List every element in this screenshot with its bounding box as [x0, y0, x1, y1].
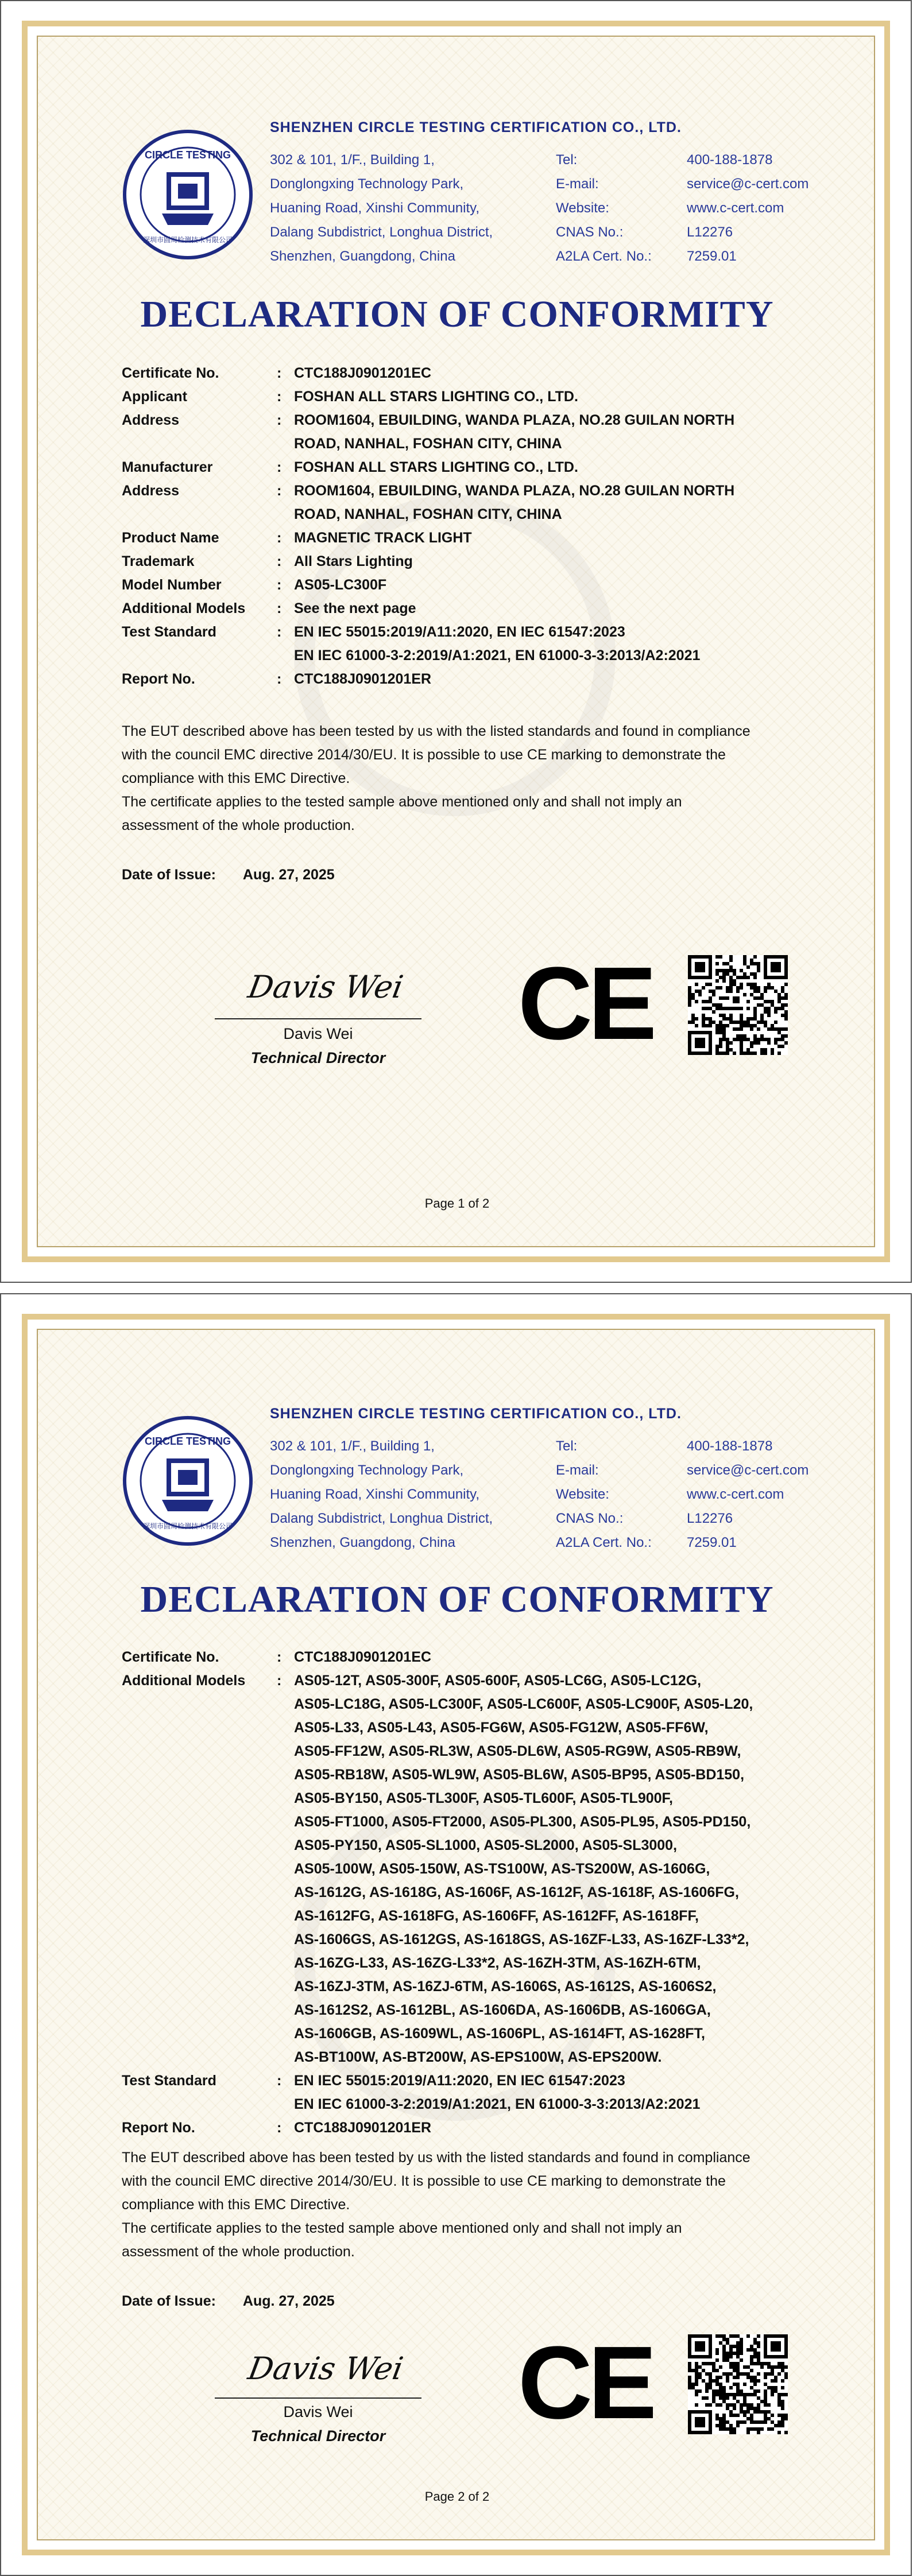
field-value: AS-1612G, AS-1618G, AS-1606F, AS-1612F, AS-1618F, AS-1606FG, [294, 1884, 739, 1900]
date-label: Date of Issue: [122, 2293, 216, 2309]
field-label: Manufacturer [122, 459, 213, 475]
field-label: Applicant [122, 389, 187, 405]
date-of-issue [122, 2293, 335, 2310]
address-line: 302 & 101, 1/F., Building 1, [270, 1438, 435, 1454]
field-label: Test Standard [122, 624, 216, 640]
field-label: Trademark [122, 553, 195, 569]
field-row [122, 1999, 811, 2022]
field-colon [277, 644, 294, 668]
contact-values [687, 148, 808, 269]
page-title: DECLARATION OF CONFORMITY [140, 1578, 774, 1620]
ce-mark-text: CE [518, 2325, 653, 2441]
field-row [122, 409, 811, 432]
signatory-title: Technical Director [250, 2427, 386, 2445]
handwritten-signature [245, 2339, 407, 2396]
field-label [122, 1810, 277, 1834]
field-value: AS05-FF12W, AS05-RL3W, AS05-DL6W, AS05-RG9W, AS05-RB9W, [294, 1743, 741, 1759]
field-value: AS05-LC18G, AS05-LC300F, AS05-LC600F, AS05-LC900F, AS05-L20, [294, 1696, 753, 1712]
field-row [122, 597, 811, 620]
field-colon: : [277, 1673, 282, 1689]
field-colon: : [277, 600, 282, 616]
field-label [122, 1740, 277, 1763]
field-colon [277, 1810, 294, 1834]
signature-line [215, 2397, 421, 2399]
field-row [122, 1669, 811, 1693]
statement-line: The EUT described above has been tested by us with the listed standards and found in compliance [122, 723, 750, 739]
signature-line [215, 1018, 421, 1019]
signature-text: Davis Wei [245, 968, 407, 1005]
field-colon: : [277, 389, 282, 405]
field-label [122, 432, 277, 456]
field-row [122, 2046, 811, 2069]
company-name: SHENZHEN CIRCLE TESTING CERTIFICATION CO., LTD. [270, 1406, 682, 1422]
field-row [122, 1952, 811, 1975]
field-label: Additional Models [122, 600, 246, 616]
field-label [122, 1857, 277, 1881]
address-line: Shenzhen, Guangdong, China [270, 249, 455, 264]
field-label: Model Number [122, 577, 222, 593]
field-label [122, 1881, 277, 1904]
company-logo [122, 129, 254, 261]
field-value: CTC188J0901201ER [294, 2120, 432, 2136]
field-value: AS05-100W, AS05-150W, AS-TS100W, AS-TS200W, AS-1606G, [294, 1861, 710, 1877]
contact-label: A2LA Cert. No.: [556, 249, 652, 264]
ce-mark-text: CE [518, 946, 653, 1061]
page-number: Page 1 of 2 [424, 1196, 490, 1211]
field-value: AS05-12T, AS05-300F, AS05-600F, AS05-LC6G, AS05-LC12G, [294, 1673, 702, 1689]
contact-label: Website: [556, 200, 609, 216]
field-colon: : [277, 483, 282, 499]
field-label: Certificate No. [122, 365, 219, 381]
field-value: ROOM1604, EBUILDING, WANDA PLAZA, NO.28 GUILAN NORTH [294, 412, 735, 428]
field-value: EN IEC 55015:2019/A11:2020, EN IEC 61547:2023 [294, 2073, 625, 2089]
date-value: Aug. 27, 2025 [242, 2293, 335, 2309]
field-label: Certificate No. [122, 1649, 219, 1665]
field-value: ROAD, NANHAL, FOSHAN CITY, CHINA [294, 436, 562, 452]
ce-mark [518, 2325, 653, 2441]
field-colon [277, 1834, 294, 1857]
address-line: Dalang Subdistrict, Longhua District, [270, 1511, 493, 1526]
statement-line: compliance with this EMC Directive. [122, 2197, 350, 2213]
contact-labels [556, 1434, 652, 1555]
field-colon [277, 503, 294, 526]
field-label: Test Standard [122, 2073, 216, 2089]
field-value: EN IEC 55015:2019/A11:2020, EN IEC 61547:2023 [294, 624, 625, 640]
field-row [122, 573, 811, 597]
field-label [122, 1999, 277, 2022]
field-label [122, 2093, 277, 2116]
date-label: Date of Issue: [122, 867, 216, 883]
contact-label: CNAS No.: [556, 224, 624, 240]
contact-label: Tel: [556, 152, 578, 168]
field-colon [277, 1952, 294, 1975]
field-row [122, 1881, 811, 1904]
field-colon [277, 432, 294, 456]
field-value: CTC188J0901201EC [294, 1649, 432, 1665]
field-colon [277, 1881, 294, 1904]
address-line: Donglongxing Technology Park, [270, 176, 464, 192]
field-label [122, 2046, 277, 2069]
field-colon [277, 1693, 294, 1716]
contact-value: www.c-cert.com [687, 1487, 784, 1502]
logo-bottom-text: 深圳市圆周检测技术有限公司 [142, 1522, 233, 1530]
address-line: Donglongxing Technology Park, [270, 1462, 464, 1478]
company-address [270, 148, 493, 269]
field-row [122, 1787, 811, 1810]
field-value: MAGNETIC TRACK LIGHT [294, 530, 472, 546]
field-value: ROOM1604, EBUILDING, WANDA PLAZA, NO.28 GUILAN NORTH [294, 483, 735, 499]
field-label [122, 1716, 277, 1740]
contact-value: L12276 [687, 1511, 733, 1526]
field-value: AS-BT100W, AS-BT200W, AS-EPS100W, AS-EPS200W. [294, 2049, 662, 2065]
field-value: AS05-L33, AS05-L43, AS05-FG6W, AS05-FG12W, AS05-FF6W, [294, 1720, 709, 1736]
field-row [122, 385, 811, 409]
field-value: CTC188J0901201ER [294, 671, 432, 687]
field-value: AS-1612S2, AS-1612BL, AS-1606DA, AS-1606DB, AS-1606GA, [294, 2002, 711, 2018]
field-row [122, 2022, 811, 2046]
field-colon: : [277, 577, 282, 593]
field-label: Report No. [122, 2120, 195, 2136]
statement-line: The certificate applies to the tested sample above mentioned only and shall not imply an [122, 794, 682, 810]
contact-label: E-mail: [556, 176, 599, 192]
field-label: Report No. [122, 671, 195, 687]
field-row [122, 1857, 811, 1881]
contact-value: L12276 [687, 224, 733, 240]
field-row [122, 1763, 811, 1787]
field-label: Product Name [122, 530, 219, 546]
field-row [122, 668, 811, 691]
contact-value: 7259.01 [687, 249, 737, 264]
field-colon [277, 1857, 294, 1881]
field-row [122, 2093, 811, 2116]
contact-label: E-mail: [556, 1462, 599, 1478]
qr-code[interactable] [688, 2334, 788, 2434]
field-colon [277, 1763, 294, 1787]
field-row [122, 1810, 811, 1834]
field-row [122, 456, 811, 479]
field-label: Address [122, 483, 180, 499]
field-value: FOSHAN ALL STARS LIGHTING CO., LTD. [294, 459, 578, 475]
field-colon [277, 2022, 294, 2046]
signatory-name: Davis Wei [283, 2403, 353, 2420]
field-value: EN IEC 61000-3-2:2019/A1:2021, EN 61000-3-3:2013/A2:2021 [294, 647, 701, 664]
compliance-statement [122, 720, 828, 837]
field-row [122, 1904, 811, 1928]
field-row [122, 432, 811, 456]
field-colon [277, 1975, 294, 1999]
address-line: Huaning Road, Xinshi Community, [270, 200, 480, 216]
field-colon: : [277, 671, 282, 687]
field-label [122, 644, 277, 668]
page-number: Page 2 of 2 [424, 2489, 490, 2504]
field-value: EN IEC 61000-3-2:2019/A1:2021, EN 61000-3-3:2013/A2:2021 [294, 2096, 701, 2112]
field-value: All Stars Lighting [294, 553, 413, 569]
signatory-title: Technical Director [250, 1049, 386, 1066]
certificate-page-1 [0, 0, 912, 1283]
field-value: AS-16ZG-L33, AS-16ZG-L33*2, AS-16ZH-3TM, AS-16ZH-6TM, [294, 1955, 701, 1971]
field-row [122, 1716, 811, 1740]
company-name: SHENZHEN CIRCLE TESTING CERTIFICATION CO., LTD. [270, 119, 682, 135]
field-label: Address [122, 412, 180, 428]
field-value: AS05-FT1000, AS05-FT2000, AS05-PL300, AS05-PL95, AS05-PD150, [294, 1814, 751, 1830]
contact-value: 7259.01 [687, 1535, 737, 1550]
contact-labels [556, 148, 652, 269]
field-row [122, 2069, 811, 2093]
field-value: See the next page [294, 600, 416, 616]
field-row [122, 644, 811, 668]
page-title: DECLARATION OF CONFORMITY [140, 293, 774, 335]
address-line: Huaning Road, Xinshi Community, [270, 1487, 480, 1502]
statement-line: The certificate applies to the tested sample above mentioned only and shall not imply an [122, 2220, 682, 2236]
certificate-page-2 [0, 1293, 912, 2576]
certificate-fields [122, 1646, 811, 2140]
statement-line: with the council EMC directive 2014/30/EU. It is possible to use CE marking to demonstrate the [122, 747, 726, 763]
contact-value: 400-188-1878 [687, 152, 773, 168]
field-row [122, 1975, 811, 1999]
contact-value: service@c-cert.com [687, 1462, 809, 1478]
field-colon: : [277, 1649, 282, 1665]
field-row [122, 479, 811, 503]
handwritten-signature [245, 957, 407, 1015]
field-colon: : [277, 365, 282, 381]
field-label [122, 1693, 277, 1716]
signature-text: Davis Wei [245, 2350, 407, 2387]
field-row [122, 550, 811, 573]
field-label [122, 1928, 277, 1952]
contact-label: CNAS No.: [556, 1511, 624, 1526]
contact-label: Website: [556, 1487, 609, 1502]
field-colon [277, 1716, 294, 1740]
field-colon [277, 1787, 294, 1810]
date-of-issue [122, 867, 335, 883]
field-value: FOSHAN ALL STARS LIGHTING CO., LTD. [294, 389, 578, 405]
statement-line: compliance with this EMC Directive. [122, 770, 350, 786]
address-line: Shenzhen, Guangdong, China [270, 1535, 455, 1550]
field-label [122, 1952, 277, 1975]
statement-line: assessment of the whole production. [122, 2244, 355, 2260]
field-row [122, 1834, 811, 1857]
contact-value: www.c-cert.com [687, 200, 784, 216]
field-colon: : [277, 624, 282, 640]
field-row [122, 620, 811, 644]
contact-value: service@c-cert.com [687, 176, 809, 192]
field-value: AS-1606GS, AS-1612GS, AS-1618GS, AS-16ZF-L33, AS-16ZF-L33*2, [294, 1931, 749, 1947]
field-row [122, 1928, 811, 1952]
field-colon [277, 2093, 294, 2116]
ce-mark [518, 946, 653, 1061]
field-label [122, 1763, 277, 1787]
compliance-statement [122, 2146, 828, 2264]
field-colon: : [277, 530, 282, 546]
field-colon [277, 1740, 294, 1763]
field-value: AS05-BY150, AS05-TL300F, AS05-TL600F, AS05-TL900F, [294, 1790, 673, 1806]
address-line: 302 & 101, 1/F., Building 1, [270, 152, 435, 168]
field-value: AS-1606GB, AS-1609WL, AS-1606PL, AS-1614FT, AS-1628FT, [294, 2026, 706, 2042]
logo-top-text: CIRCLE TESTING [144, 149, 231, 161]
field-colon [277, 1928, 294, 1952]
field-label [122, 1975, 277, 1999]
address-line: Dalang Subdistrict, Longhua District, [270, 224, 493, 240]
field-value: AS05-PY150, AS05-SL1000, AS05-SL2000, AS05-SL3000, [294, 1837, 678, 1853]
qr-code[interactable] [688, 955, 788, 1055]
field-label [122, 1834, 277, 1857]
contact-label: Tel: [556, 1438, 578, 1454]
field-label [122, 503, 277, 526]
certificate-fields [122, 362, 811, 691]
field-value: ROAD, NANHAL, FOSHAN CITY, CHINA [294, 506, 562, 522]
field-colon [277, 1999, 294, 2022]
field-row [122, 1693, 811, 1716]
company-address [270, 1434, 493, 1555]
contact-values [687, 1434, 808, 1555]
logo-top-text: CIRCLE TESTING [144, 1436, 231, 1447]
field-colon: : [277, 412, 282, 428]
statement-line: with the council EMC directive 2014/30/EU. It is possible to use CE marking to demonstrate the [122, 2173, 726, 2189]
page-gap [0, 1283, 912, 1293]
statement-line: The EUT described above has been tested by us with the listed standards and found in compliance [122, 2150, 750, 2166]
company-logo [122, 1415, 254, 1547]
field-value: AS05-RB18W, AS05-WL9W, AS05-BL6W, AS05-BP95, AS05-BD150, [294, 1767, 745, 1783]
field-colon: : [277, 2073, 282, 2089]
field-colon: : [277, 553, 282, 569]
date-value: Aug. 27, 2025 [242, 867, 335, 883]
statement-line: assessment of the whole production. [122, 817, 355, 833]
field-value: AS05-LC300F [294, 577, 387, 593]
field-colon: : [277, 459, 282, 475]
contact-label: A2LA Cert. No.: [556, 1535, 652, 1550]
field-label [122, 1787, 277, 1810]
field-row [122, 2116, 811, 2140]
field-row [122, 1646, 811, 1669]
field-label: Additional Models [122, 1673, 246, 1689]
field-colon: : [277, 2120, 282, 2136]
field-row [122, 362, 811, 385]
field-label [122, 1904, 277, 1928]
field-row [122, 526, 811, 550]
field-value: AS-16ZJ-3TM, AS-16ZJ-6TM, AS-1606S, AS-1612S, AS-1606S2, [294, 1978, 717, 1995]
logo-bottom-text: 深圳市圆周检测技术有限公司 [142, 236, 233, 244]
signatory-name: Davis Wei [283, 1025, 353, 1042]
field-colon [277, 2046, 294, 2069]
contact-value: 400-188-1878 [687, 1438, 773, 1454]
field-row [122, 1740, 811, 1763]
field-row [122, 503, 811, 526]
field-label [122, 2022, 277, 2046]
field-value: CTC188J0901201EC [294, 365, 432, 381]
field-colon [277, 1904, 294, 1928]
field-value: AS-1612FG, AS-1618FG, AS-1606FF, AS-1612FF, AS-1618FF, [294, 1908, 699, 1924]
